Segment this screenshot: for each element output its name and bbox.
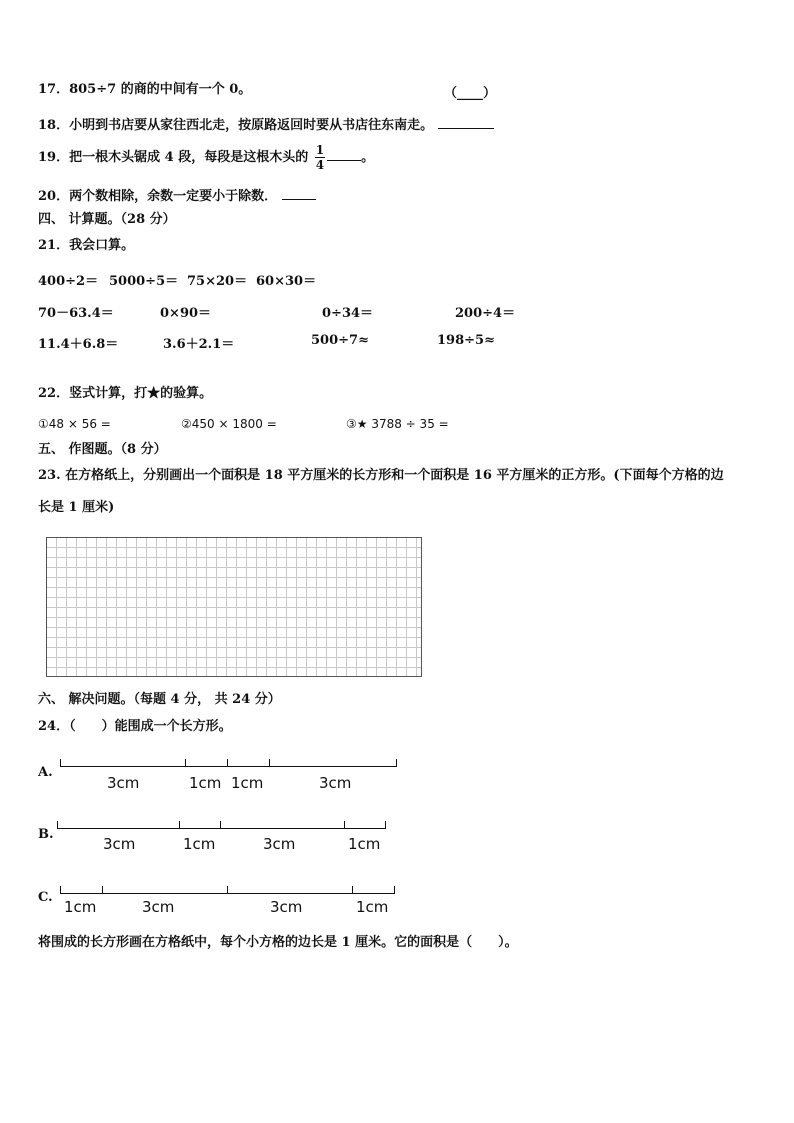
question-24-followup: 将围成的长方形画在方格纸中，每个小方格的边长是 1 厘米。它的面积是（ ）。 [38,935,518,950]
option-b-segment-4: 1cm [348,835,381,853]
option-a-tick [227,759,228,767]
vertical-calc-1: ①48 × 56 = [38,417,111,431]
question-17-text: 17．805÷7 的商的中间有一个 0。 [38,82,252,97]
option-c-tick [352,886,353,894]
question-19 [38,140,374,176]
question-17-answer-paren[interactable]: （____） [444,86,497,101]
oral-1-3: 75×20＝ [187,274,248,289]
section-5-heading: 五、 作图题。（8 分） [38,442,167,457]
option-c-label[interactable]: C. [38,890,53,905]
option-b-tick [220,821,221,829]
option-c-segment-3: 3cm [270,898,303,916]
question-17 [38,82,251,98]
question-18 [38,116,494,134]
option-a-segment-1: 3cm [107,774,140,792]
question-18-blank[interactable] [438,116,494,129]
question-24: 24．（ ）能围成一个长方形。 [38,719,232,734]
option-b-segment-3: 3cm [263,835,296,853]
option-b-segment-2: 1cm [183,835,216,853]
question-19-blank[interactable] [327,148,361,161]
option-a-tick [185,759,186,767]
grid-paper[interactable] [46,537,422,677]
oral-1-4: 60×30＝ [256,274,317,289]
option-a-segment-4: 3cm [319,774,352,792]
option-a-tick [396,759,397,767]
option-a-tick [269,759,270,767]
oral-2-4: 200÷4＝ [455,306,516,321]
option-c-segment-2: 3cm [142,898,175,916]
option-a-line [60,766,396,767]
option-b-tick [385,821,386,829]
option-b-label[interactable]: B. [38,827,54,842]
fraction-one-quarter [315,143,325,172]
question-19-end: 。 [361,150,375,165]
oral-1-2: 5000÷5＝ [109,274,179,289]
oral-2-1: 70－63.4＝ [38,306,114,321]
vertical-calc-2: ②450 × 1800 = [181,417,277,431]
oral-1-1: 400÷2＝ [38,274,99,289]
option-c-tick [102,886,103,894]
option-b-line [57,828,385,829]
fraction-denominator: 4 [315,158,325,172]
oral-3-2: 3.6＋2.1＝ [163,337,235,352]
question-20-text: 20．两个数相除，余数一定要小于除数． [38,189,278,204]
option-b-tick [344,821,345,829]
oral-3-4: 198÷5≈ [437,333,495,348]
oral-3-3: 500÷7≈ [311,333,369,348]
oral-3-1: 11.4＋6.8＝ [38,337,119,352]
question-23-line-1: 23. 在方格纸上，分别画出一个面积是 18 平方厘米的长方形和一个面积是 16 平方厘米的正方形。(下面每个方格的边 [38,468,724,483]
option-c-segment-1: 1cm [64,898,97,916]
option-a-segment-2: 1cm [189,774,222,792]
vertical-calc-3: ③★ 3788 ÷ 35 = [346,417,449,431]
option-b-tick [179,821,180,829]
oral-2-2: 0×90＝ [160,306,212,321]
section-6-heading: 六、 解决问题。（每题 4 分， 共 24 分） [38,692,281,707]
section-4-heading: 四、 计算题。（28 分） [38,212,176,227]
question-21: 21．我会口算。 [38,238,135,253]
oral-2-3: 0÷34＝ [322,306,374,321]
option-c-segment-4: 1cm [356,898,389,916]
question-23-line-2: 长是 1 厘米) [38,500,115,515]
option-a-tick [60,759,61,767]
option-a-segment-3: 1cm [231,774,264,792]
question-22: 22．竖式计算，打★的验算。 [38,386,213,401]
question-20 [38,187,316,205]
option-b-segment-1: 3cm [103,835,136,853]
option-b-tick [57,821,58,829]
option-c-tick [394,886,395,894]
option-c-tick [60,886,61,894]
fraction-numerator: 1 [315,143,325,157]
option-a-label[interactable]: A. [38,765,53,780]
question-18-text: 18．小明到书店要从家往西北走，按原路返回时要从书店往东南走。 [38,118,434,133]
question-19-text: 19．把一根木头锯成 4 段，每段是这根木头的 [38,150,309,165]
option-c-tick [227,886,228,894]
question-20-blank[interactable] [282,187,316,200]
